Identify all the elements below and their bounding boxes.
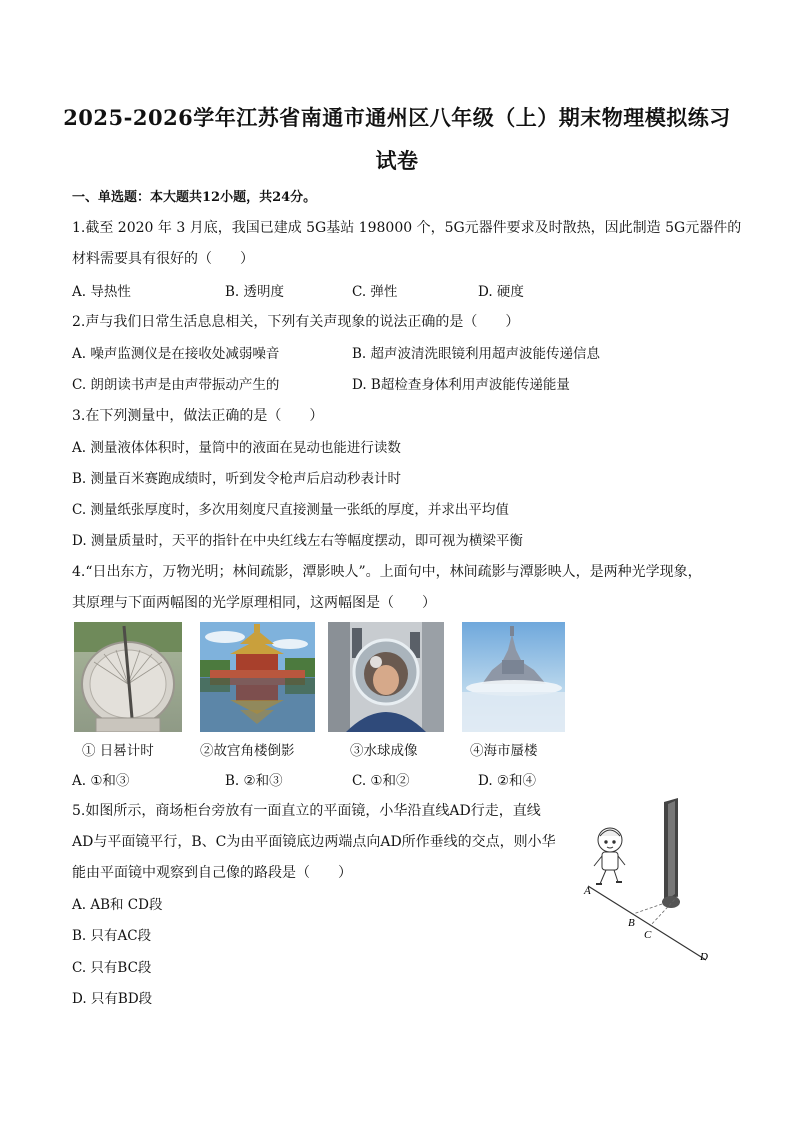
caption-sundial: ① 日晷计时 <box>82 743 154 759</box>
q3-option-a[interactable]: A. 测量液体体积时，量筒中的液面在晃动也能进行读数 <box>72 440 401 456</box>
perpendicular-b <box>633 904 662 914</box>
q5-stem-line1: 5.如图所示，商场柜台旁放有一面直立的平面镜，小华沿直线AD行走，直线 <box>72 803 541 819</box>
q5-option-b[interactable]: B. 只有AC段 <box>72 928 152 944</box>
q1-option-b[interactable]: B. 透明度 <box>225 284 285 300</box>
point-d-label: D <box>700 951 708 963</box>
point-c-label: C <box>644 929 652 941</box>
sundial-image <box>74 622 182 732</box>
q3-option-b[interactable]: B. 测量百米赛跑成绩时，听到发令枪声后启动秒表计时 <box>72 471 402 487</box>
caption-water-ball: ③水球成像 <box>350 743 418 759</box>
q5-stem-line2: AD与平面镜平行，B、C为由平面镜底边两端点向AD所作垂线的交点，则小华 <box>72 834 556 850</box>
section-heading: 一、单选题：本大题共12小题，共24分。 <box>72 190 317 205</box>
q4-stem-line2: 其原理与下面两幅图的光学原理相同，这两幅图是（ ） <box>72 595 436 611</box>
mirror-diagram <box>578 796 728 968</box>
q1-option-d[interactable]: D. 硬度 <box>478 284 524 300</box>
exam-title-line1: 2025-2026学年江苏省南通市通州区八年级（上）期末物理模拟练习 <box>63 105 731 130</box>
caption-mirage: ④海市蜃楼 <box>470 743 538 759</box>
q2-option-b[interactable]: B. 超声波清洗眼镜利用超声波能传递信息 <box>352 346 601 362</box>
water-ball-image <box>328 622 444 732</box>
q4-option-b[interactable]: B. ②和③ <box>225 773 283 789</box>
q2-option-c[interactable]: C. 朗朗读书声是由声带振动产生的 <box>72 377 280 393</box>
plane-mirror <box>662 798 680 908</box>
q1-option-c[interactable]: C. 弹性 <box>352 284 398 300</box>
q5-option-d[interactable]: D. 只有BD段 <box>72 991 153 1007</box>
q3-option-d[interactable]: D. 测量质量时，天平的指针在中央红线左右等幅度摆动，即可视为横梁平衡 <box>72 533 523 549</box>
q3-stem: 3.在下列测量中，做法正确的是（ ） <box>72 408 324 424</box>
q4-option-c[interactable]: C. ①和② <box>352 773 410 789</box>
q2-stem: 2.声与我们日常生活息息相关，下列有关声现象的说法正确的是（ ） <box>72 314 520 330</box>
point-a-label: A <box>584 885 591 897</box>
q4-option-a[interactable]: A. ①和③ <box>72 773 130 789</box>
walking-child <box>594 828 625 884</box>
caption-palace: ②故宫角楼倒影 <box>200 743 295 759</box>
q5-option-c[interactable]: C. 只有BC段 <box>72 960 152 976</box>
exam-title-line2: 试卷 <box>375 148 419 173</box>
q2-option-a[interactable]: A. 噪声监测仪是在接收处减弱噪音 <box>72 346 280 362</box>
q1-option-a[interactable]: A. 导热性 <box>72 284 131 300</box>
q2-option-d[interactable]: D. B超检查身体利用声波能传递能量 <box>352 377 570 393</box>
q5-stem-line3: 能由平面镜中观察到自己像的路段是（ ） <box>72 865 352 881</box>
q5-option-a[interactable]: A. AB和 CD段 <box>72 897 163 913</box>
q4-stem-line1: 4.“日出东方，万物光明；林间疏影，潭影映人”。上面句中，林间疏影与潭影映人，是两种光学现象， <box>72 564 702 580</box>
point-b-label: B <box>628 917 635 929</box>
path-line-ad <box>588 886 706 960</box>
q4-option-d[interactable]: D. ②和④ <box>478 773 537 789</box>
q1-stem-line2: 材料需要具有很好的（ ） <box>72 251 254 267</box>
q1-stem-line1: 1.截至 2020 年 3 月底，我国已建成 5G基站 198000 个，5G元器件要求及时散热，因此制造 5G元器件的 <box>72 220 742 236</box>
q3-option-c[interactable]: C. 测量纸张厚度时，多次用刻度尺直接测量一张纸的厚度，并求出平均值 <box>72 502 509 518</box>
palace-reflection-image <box>200 622 315 732</box>
mirage-image <box>462 622 565 732</box>
